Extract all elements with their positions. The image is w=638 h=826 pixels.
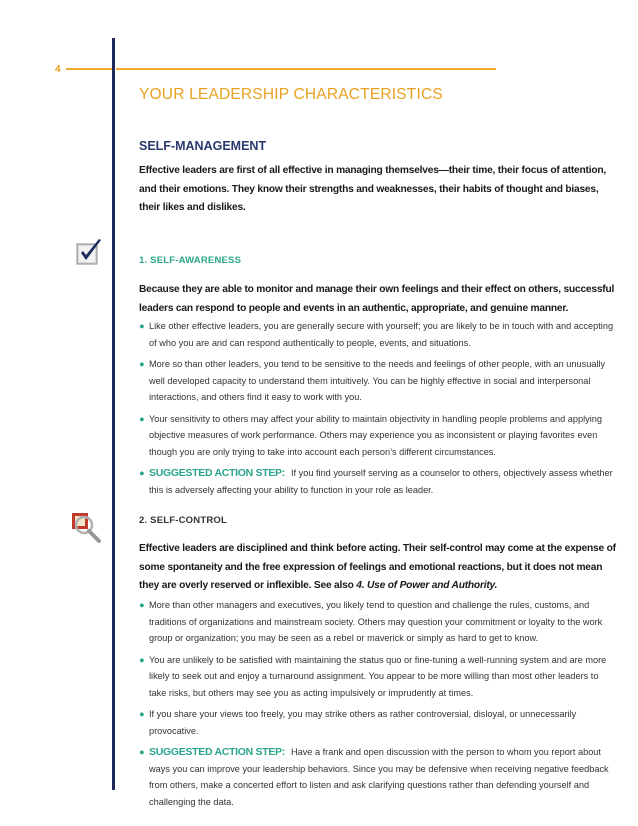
bullet-dot-icon: ● — [139, 600, 145, 610]
self-control-intro-text: Effective leaders are disciplined and think before acting. Their self-control may come at the expense of some spontaneity and the free expression of feelings and emotional reactions, but it does not mean they are overly reserved or inflexible. See also — [139, 543, 616, 591]
bullet-text: You are unlikely to be satisfied with maintaining the status quo or fine-tuning a well-running system and are more likely to seek out and enjoy a turnaround assignment. You appear to be more willing than most other leaders to take risks, but others may see you as acting impulsively or imprudently at times. — [149, 654, 607, 698]
list-item — [139, 356, 617, 406]
self-awareness-intro: Because they are able to monitor and manage their own feelings and their effect on others, successful leaders can respond to people and events in an authentic, appropriate, and genuine manner. — [139, 284, 615, 314]
header-rule-left — [66, 68, 112, 70]
list-item — [139, 318, 617, 351]
list-item — [139, 597, 617, 647]
magnifier-icon — [70, 510, 102, 544]
header-rule-right — [116, 68, 496, 70]
bullet-text: Like other effective leaders, you are generally secure with yourself; you are likely to be in touch with and accepting of who you are and can respond authentically to people, events, and situations. — [149, 321, 614, 348]
see-also-reference: 4. Use of Power and Authority. — [356, 580, 498, 591]
bullet-text: If you share your views too freely, you may strike others as rather controversial, disloyal, or unnecessarily provocative. — [149, 709, 577, 736]
self-management-intro: Effective leaders are first of all effective in managing themselves—their time, their focus of attention, and their emotions. They know their strengths and weaknesses, their habits of thought and biases, their likes and dislikes. — [139, 165, 607, 213]
margin-vertical-rule — [112, 38, 115, 790]
list-item — [139, 411, 617, 461]
list-item — [139, 652, 617, 702]
heading-self-awareness: 1. SELF-AWARENESS — [139, 255, 242, 266]
suggested-action-text: Have a frank and open discussion with the person to whom you report about ways you can improve your leadership behaviors. Since you may be defensive when receiving negative feedback from others, make a concerted effort to listen and ask clarifying questions rather than defending yourself and challenging the data. — [149, 747, 609, 807]
self-control-intro — [139, 540, 617, 596]
heading-self-control: 2. SELF-CONTROL — [139, 515, 227, 526]
bullet-dot-icon: ● — [139, 359, 145, 369]
self-awareness-bullets — [139, 318, 617, 503]
bullet-text: Your sensitivity to others may affect your ability to maintain objectivity in handling people problems and applying objective measures of work performance. Others may experience you as inconsistent or playing favorites even though you are only trying to take into account each person’s different circumstances. — [149, 413, 602, 457]
bullet-dot-icon: ● — [139, 654, 145, 665]
bullet-text: More than other managers and executives, you likely tend to question and challenge the rules, customs, and traditions of organizations and mainstream society. Others may question your commitment or loyalty to the work group or organization; you may be seen as a rebel or maverick or simply as hard to get to know. — [149, 600, 603, 643]
bullet-dot-icon: ● — [139, 747, 145, 757]
suggested-action-text: If you find yourself serving as a counselor to others, objectively assess whether this is adversely affecting your ability to function in your role as leader. — [149, 468, 613, 495]
page-title: YOUR LEADERSHIP CHARACTERISTICS — [139, 86, 443, 103]
list-item — [139, 706, 617, 739]
suggested-action-label: SUGGESTED ACTION STEP: — [149, 746, 285, 758]
bullet-dot-icon: ● — [139, 468, 145, 478]
checkbox-check-icon — [74, 238, 104, 268]
bullet-dot-icon: ● — [139, 413, 145, 424]
list-item — [139, 465, 617, 498]
section-title-self-management: SELF-MANAGEMENT — [139, 139, 267, 153]
page-number: 4 — [55, 64, 61, 75]
bullet-dot-icon: ● — [139, 321, 145, 331]
list-item — [139, 744, 617, 810]
bullet-dot-icon: ● — [139, 709, 145, 719]
suggested-action-label: SUGGESTED ACTION STEP: — [149, 467, 285, 479]
bullet-text: More so than other leaders, you tend to be sensitive to the needs and feelings of other people, with an unusually well developed capacity to understand them intuitively. You can be highly effective in social and interpersonal interactions, and others find it easy to work with you. — [149, 359, 606, 402]
self-control-bullets — [139, 597, 617, 815]
